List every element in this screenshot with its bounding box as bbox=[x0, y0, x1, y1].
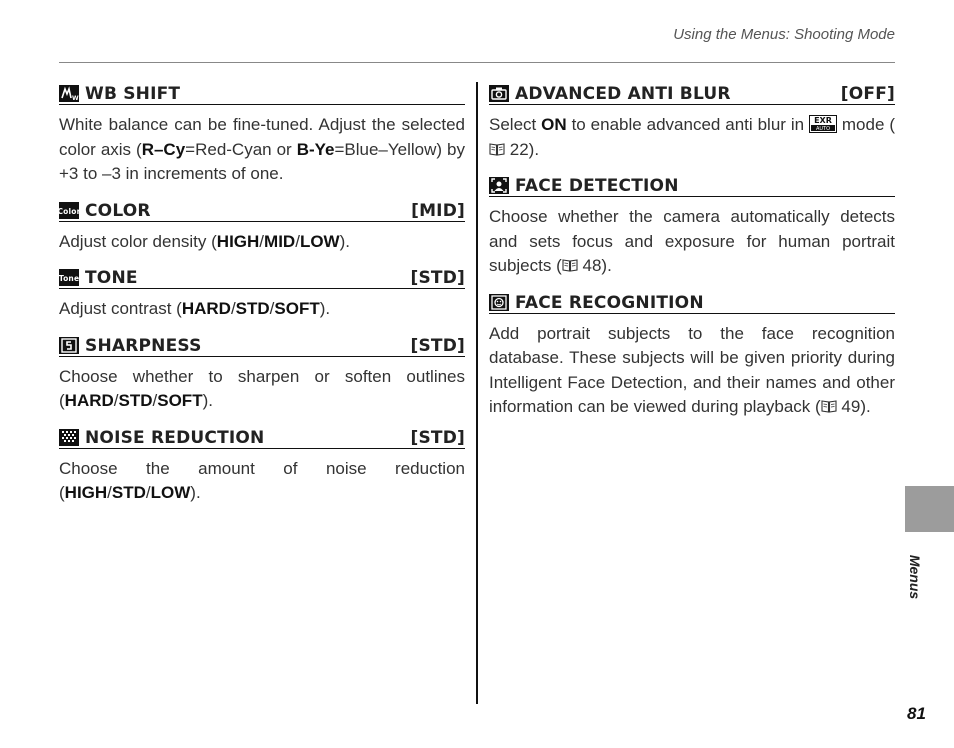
section-color bbox=[59, 199, 465, 255]
section-heading bbox=[59, 334, 465, 357]
right-column bbox=[489, 82, 895, 420]
exr-badge-bottom: AUTO bbox=[815, 126, 831, 132]
section-heading bbox=[59, 266, 465, 289]
anti-blur-icon bbox=[489, 85, 509, 102]
section-heading bbox=[489, 174, 895, 197]
section-title: WB SHIFT bbox=[85, 84, 181, 104]
section-description: Choose whether the camera automatically detects and sets focus and exposure for human portrait subjects ( 48). bbox=[489, 207, 895, 275]
section-face-recognition bbox=[489, 291, 895, 420]
section-title: TONE bbox=[85, 268, 138, 288]
section-description: Adjust color density (HIGH/MID/LOW). bbox=[59, 231, 350, 251]
section-title: ADVANCED ANTI BLUR bbox=[515, 84, 731, 104]
chapter-label: Menus bbox=[907, 554, 923, 600]
header-rule bbox=[59, 62, 895, 63]
book-reference-icon bbox=[821, 399, 837, 413]
default-value: [STD] bbox=[410, 335, 465, 356]
section-description: Adjust contrast (HARD/STD/SOFT). bbox=[59, 299, 331, 318]
section-sharpness bbox=[59, 334, 465, 414]
section-title: FACE RECOGNITION bbox=[515, 292, 704, 313]
chapter-tab bbox=[905, 486, 954, 532]
exr-auto-mode-icon bbox=[809, 115, 837, 133]
section-heading bbox=[59, 199, 465, 222]
left-column bbox=[59, 82, 465, 506]
section-title: NOISE REDUCTION bbox=[85, 427, 265, 448]
face-detection-icon bbox=[489, 177, 509, 194]
face-recognition-icon bbox=[489, 294, 509, 311]
default-value: [OFF] bbox=[840, 84, 895, 104]
section-heading bbox=[489, 291, 895, 314]
default-value: [STD] bbox=[410, 427, 465, 448]
section-description: Choose the amount of noise reduction (HIGH/STD/LOW). bbox=[59, 458, 465, 502]
section-description: Select ON to enable advanced anti blur in EXR AUTO mode ( 22). bbox=[489, 115, 895, 159]
color-icon-text: Color bbox=[57, 206, 81, 216]
section-title: FACE DETECTION bbox=[515, 176, 679, 196]
default-value: [MID] bbox=[411, 200, 465, 221]
page-number: 81 bbox=[907, 704, 926, 723]
noise-reduction-icon bbox=[59, 429, 79, 446]
section-description: Choose whether to sharpen or soften outlines (HARD/STD/SOFT). bbox=[59, 366, 465, 410]
tone-icon bbox=[59, 269, 79, 286]
svg-text:WB: WB bbox=[72, 95, 84, 102]
section-face-detection bbox=[489, 174, 895, 279]
running-header: Using the Menus: Shooting Mode bbox=[673, 26, 895, 43]
section-title: SHARPNESS bbox=[85, 335, 202, 356]
book-reference-icon bbox=[562, 258, 578, 272]
page-reference: 48 bbox=[582, 256, 602, 275]
default-value: [STD] bbox=[410, 268, 465, 288]
column-divider bbox=[476, 82, 478, 704]
section-description: White balance can be fine-tuned. Adjust the selected color axis (R–Cy=Red-Cyan or B-Ye=Blue–Yellow) by +3 to –3 in increments of one. bbox=[59, 115, 465, 183]
section-title: COLOR bbox=[85, 200, 151, 221]
page-reference: 49 bbox=[841, 397, 861, 416]
section-tone bbox=[59, 266, 465, 322]
section-heading bbox=[59, 82, 465, 105]
section-heading bbox=[489, 82, 895, 105]
section-description: Add portrait subjects to the face recognition database. These subjects will be given priority during Intelligent Face Detection, and their names and other information can be viewed during playback ( 49). bbox=[489, 323, 895, 416]
color-icon bbox=[59, 202, 79, 219]
section-noise-reduction bbox=[59, 426, 465, 506]
page-reference: 22 bbox=[509, 139, 529, 159]
section-wb-shift bbox=[59, 82, 465, 187]
exr-badge-top: EXR bbox=[814, 116, 832, 125]
book-reference-icon bbox=[489, 142, 505, 156]
tone-icon-text: Tone bbox=[58, 274, 80, 283]
sharpness-icon bbox=[59, 337, 79, 354]
wb-shift-icon bbox=[59, 85, 84, 102]
section-heading bbox=[59, 426, 465, 449]
section-advanced-anti-blur bbox=[489, 82, 895, 162]
